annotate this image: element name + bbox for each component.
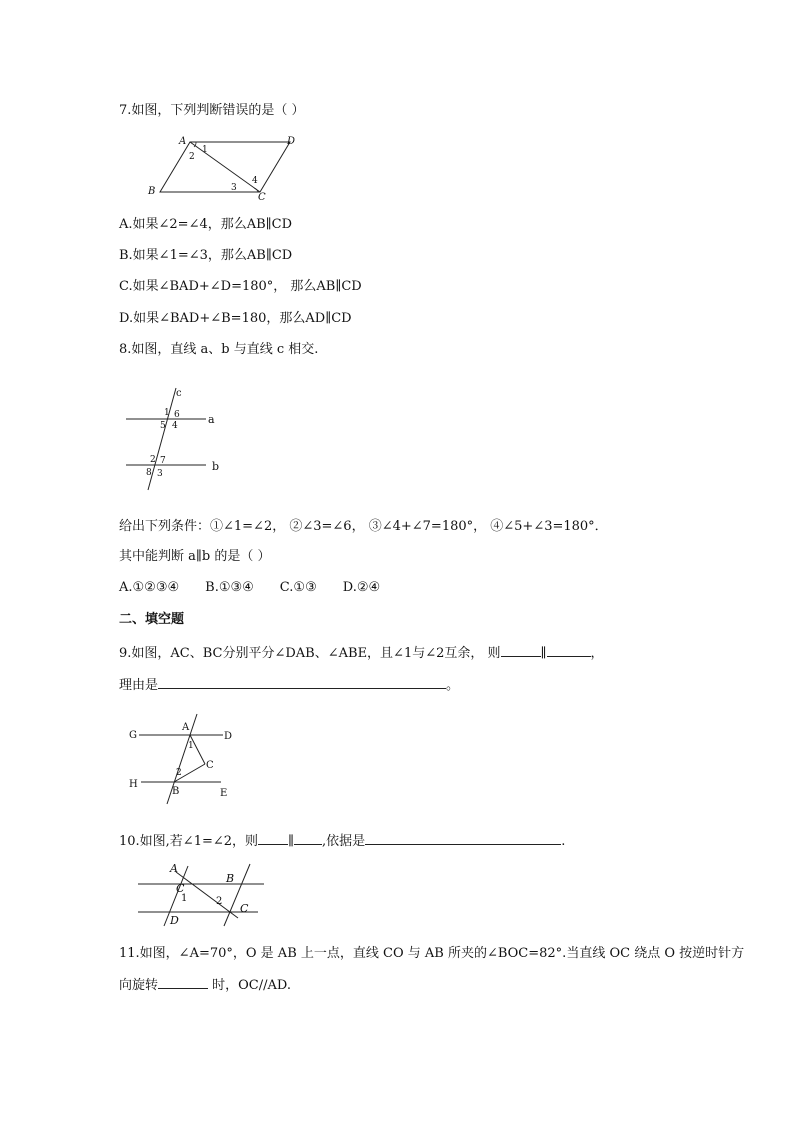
q8-figure bbox=[120, 380, 230, 495]
q9-text-a: 9.如图，AC、BC分别平分∠DAB、∠ABE，且∠1与∠2互余， 则 bbox=[119, 646, 501, 661]
q7-angle-3: 3 bbox=[231, 183, 237, 193]
q10-text-a: 10.如图,若∠1=∠2，则 bbox=[119, 834, 259, 849]
q10-label-C-left: C bbox=[176, 882, 185, 895]
q9-blank-1[interactable] bbox=[501, 644, 541, 657]
q8-angle-5: 5 bbox=[160, 421, 166, 431]
q9-text-c: ， bbox=[590, 646, 604, 661]
q9-label-B: B bbox=[172, 786, 180, 797]
q8-question: 其中能判断 a∥b 的是（ ） bbox=[119, 549, 271, 564]
q7-angle-1: 1 bbox=[202, 145, 208, 155]
q9-reason-label: 理由是 bbox=[119, 678, 159, 693]
q7-angle-2: 2 bbox=[189, 152, 195, 162]
q11-line2 bbox=[119, 976, 291, 994]
q9-label-D: D bbox=[224, 731, 233, 742]
q10-figure bbox=[136, 860, 271, 930]
q10-text-d: . bbox=[561, 834, 566, 849]
q8-option-c: C.①③ bbox=[279, 580, 317, 595]
q10-label-D: D bbox=[170, 914, 179, 927]
q9-angle-1: 1 bbox=[188, 741, 194, 751]
q9-label-H: H bbox=[129, 779, 138, 790]
q8-option-a: A.①②③④ bbox=[119, 580, 180, 595]
q10-line bbox=[119, 832, 565, 850]
q7-option-d: D.如果∠BAD+∠B=180，那么AD∥CD bbox=[119, 311, 352, 326]
q8-angle-1: 1 bbox=[164, 408, 170, 418]
q8-conditions: 给出下列条件：①∠1=∠2， ②∠3=∠6， ③∠4+∠7=180°， ④∠5+∠3=180°． bbox=[119, 519, 608, 534]
q8-label-a: a bbox=[208, 413, 215, 426]
q11-line1: 11.如图，∠A=70°，O 是 AB 上一点，直线 CO 与 AB 所夹的∠BOC=82°.当直线 OC 绕点 O 按逆时针方 bbox=[119, 946, 745, 961]
q8-angle-4: 4 bbox=[172, 421, 178, 431]
q9-label-A: A bbox=[182, 722, 190, 733]
q7-label-C: C bbox=[258, 192, 266, 203]
section-heading: 二、填空题 bbox=[119, 612, 185, 627]
q7-stem: 7.如图，下列判断错误的是（ ） bbox=[119, 103, 305, 118]
q7-label-D: D bbox=[287, 136, 296, 147]
q7-option-b: B.如果∠1=∠3，那么AB∥CD bbox=[119, 248, 293, 263]
q10-angle-2: 2 bbox=[216, 896, 223, 907]
q8-label-b: b bbox=[212, 460, 220, 473]
q7-option-a: A.如果∠2=∠4，那么AB∥CD bbox=[119, 217, 293, 232]
q7-label-B: B bbox=[148, 186, 156, 197]
q7-label-A: A bbox=[179, 136, 187, 147]
q11-blank[interactable] bbox=[158, 976, 208, 989]
q10-label-A: A bbox=[170, 862, 178, 875]
q9-angle-2: 2 bbox=[176, 768, 182, 778]
q8-option-b: B.①③④ bbox=[205, 580, 254, 595]
q10-parallel: ∥ bbox=[288, 834, 295, 849]
q9-label-G: G bbox=[129, 730, 137, 741]
q9-label-E: E bbox=[220, 788, 228, 799]
q8-stem: 8.如图，直线 a、b 与直线 c 相交. bbox=[119, 342, 319, 357]
q8-angle-2: 2 bbox=[150, 455, 156, 465]
q10-blank-2[interactable] bbox=[294, 832, 322, 845]
q10-blank-basis[interactable] bbox=[365, 832, 561, 845]
q7-figure bbox=[140, 130, 310, 203]
q9-line2 bbox=[119, 676, 459, 694]
q7-angle-4: 4 bbox=[252, 176, 258, 186]
q8-options bbox=[119, 580, 406, 596]
q10-blank-1[interactable] bbox=[258, 832, 288, 845]
q8-option-d: D.②④ bbox=[342, 580, 381, 595]
q7-option-c: C.如果∠BAD+∠D=180°， 那么AB∥CD bbox=[119, 279, 362, 294]
q10-angle-1: 1 bbox=[181, 893, 188, 904]
q9-blank-reason[interactable] bbox=[158, 676, 446, 689]
q8-angle-8: 8 bbox=[146, 468, 152, 478]
q9-line1 bbox=[119, 644, 604, 662]
q10-text-c: ,依据是 bbox=[322, 834, 366, 849]
q8-angle-6: 6 bbox=[174, 410, 180, 420]
q9-label-C: C bbox=[206, 760, 214, 771]
q11-text-a: 向旋转 bbox=[119, 978, 159, 993]
q9-blank-2[interactable] bbox=[547, 644, 591, 657]
q11-text-b: 时，OC//AD. bbox=[208, 978, 291, 993]
q9-parallel: ∥ bbox=[540, 646, 547, 661]
q8-label-c: c bbox=[176, 388, 182, 399]
q9-figure bbox=[125, 712, 240, 802]
q10-label-B: B bbox=[226, 872, 235, 885]
q8-angle-3: 3 bbox=[157, 469, 163, 479]
q10-label-C-right: C bbox=[240, 902, 249, 915]
q9-end: 。 bbox=[446, 678, 460, 693]
q8-angle-7: 7 bbox=[160, 456, 166, 466]
